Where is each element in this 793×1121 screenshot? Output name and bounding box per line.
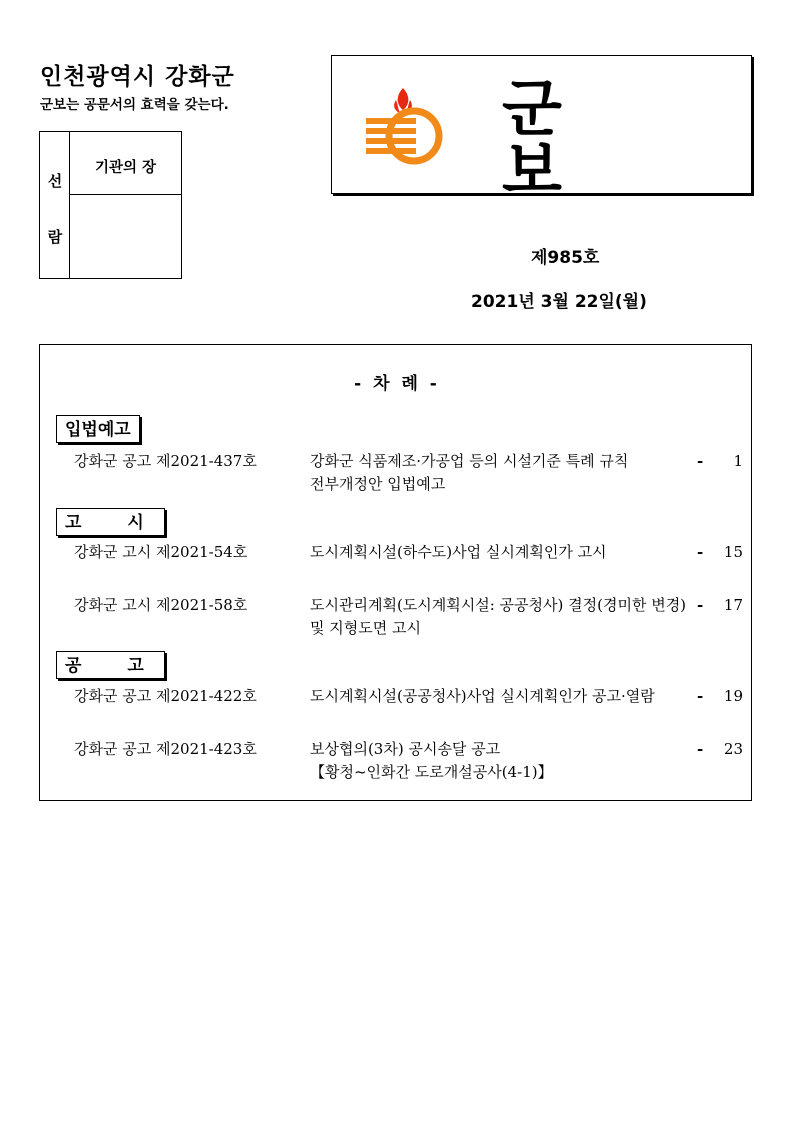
org-name: 인천광역시 강화군 [40,64,235,90]
entry-title: 도시계획시설(공공청사)사업 실시계획인가 공고·열람 [310,687,655,705]
entry-page: 19 [723,687,743,705]
entry-number: 강화군 공고 제2021-437호 [74,452,257,470]
entry-dash: - [697,543,704,561]
entry-page: 15 [723,543,743,561]
entry-dash: - [697,452,704,470]
entry-number: 강화군 공고 제2021-423호 [74,740,257,758]
section-label-legislative-notice: 입법예고 [56,415,140,443]
entry-page: 17 [723,596,743,614]
entry-number: 강화군 공고 제2021-422호 [74,687,257,705]
entry-dash: - [697,687,704,705]
section-label-notification: 고 시 [56,508,165,536]
entry-dash: - [697,596,704,614]
entry-page: 23 [723,740,743,758]
county-logo-icon [358,78,448,168]
issue-date: 2021년 3월 22일(월) [471,292,647,312]
entry-number: 강화군 고시 제2021-54호 [74,543,248,561]
toc-title: - 차 례 - [354,374,437,394]
org-description: 군보는 공문서의 효력을 갖는다. [40,97,229,113]
table-of-contents [39,344,752,801]
approval-side-char-2: 람 [47,228,63,246]
approval-side-column [40,132,70,278]
entry-title: 보상협의(3차) 공시송달 공고 【황청~인화간 도로개설공사(4-1)】 [310,740,553,781]
entry-dash: - [697,740,704,758]
entry-page: 1 [733,452,743,470]
approval-side-char-1: 선 [47,172,63,190]
approval-box [39,131,182,279]
issue-number: 제985호 [531,248,600,268]
entry-title: 도시관리계획(도시계획시설: 공공청사) 결정(경미한 변경) 및 지형도면 고시 [310,596,687,637]
entry-title: 강화군 식품제조·가공업 등의 시설기준 특례 규칙 전부개정안 입법예고 [310,452,629,493]
entry-number: 강화군 고시 제2021-58호 [74,596,248,614]
entry-title: 도시계획시설(하수도)사업 실시계획인가 고시 [310,543,607,561]
approval-head-label: 기관의 장 [70,132,181,195]
masthead-title: 군보 [502,72,642,207]
section-label-public-notice: 공 고 [56,651,165,679]
masthead [331,55,752,207]
